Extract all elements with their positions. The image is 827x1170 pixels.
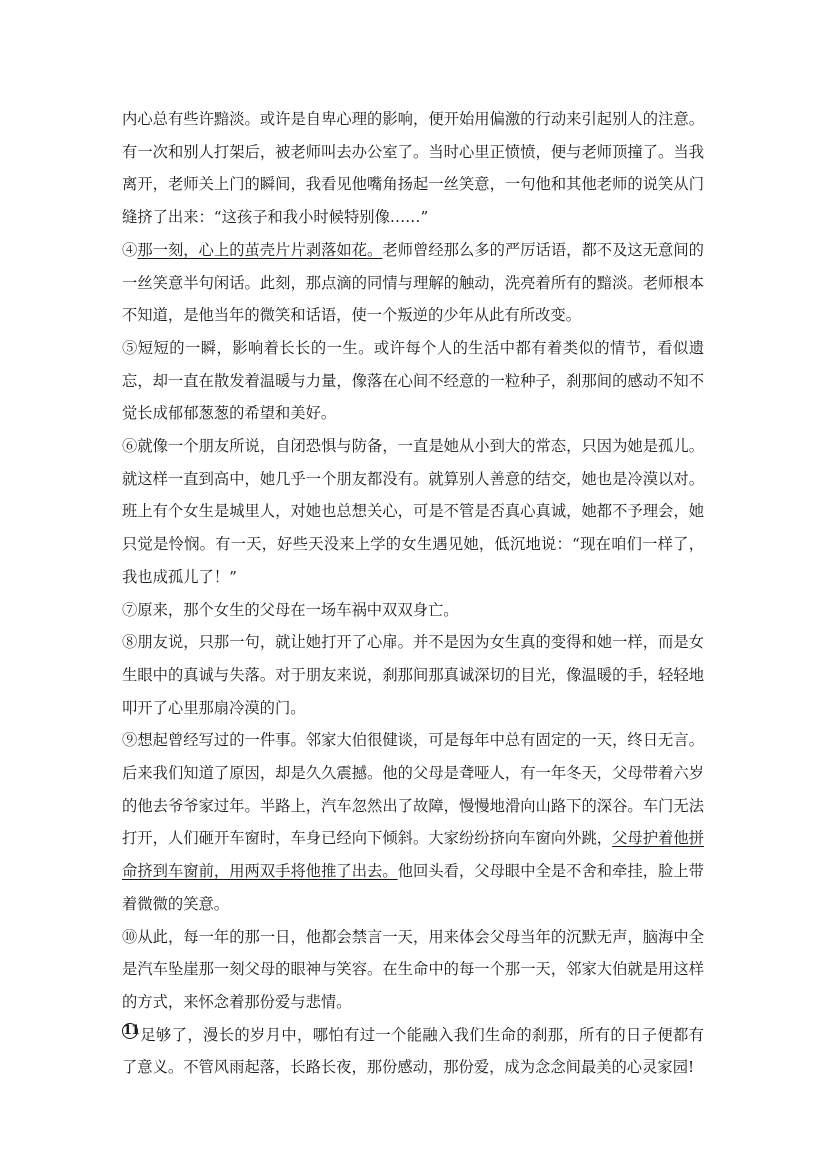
circled-number-11: 11 xyxy=(123,1022,140,1038)
paragraph-9-text-end: 他回头看，父母眼中全是不舍和牵挂，脸上带着微微的笑意。 xyxy=(122,862,704,913)
paragraph-4-text: 老师曾经那么多的严厉话语，都不及这无意间的一丝笑意半句闲话。此刻，那点滴的同情与理解的触动，洗亮着所有的黯淡。老师根本不知道，是他当年的微笑和话语，使一个叛逆的少年从此有所改变。 xyxy=(122,240,704,325)
paragraph-6-text: ⑥就像一个朋友所说，自闭恐惧与防备，一直是她从小到大的常态，只因为她是孤儿。就这样一直到高中，她几乎一个朋友都没有。就算别人善意的结交，她也是冷漠以对。班上有个女生是城里人，对她也总想关心，可是不管是否真心真诚，她都不予理会，她只觉是怜悯。有一天，好些天没来上学的女生遇见她，低沉地说：“现在咱们一样了，我也成孤儿了！” xyxy=(122,437,704,586)
paragraph-3-text: 内心总有些许黯淡。或许是自卑心理的影响，便开始用偏激的行动来引起别人的注意。有一次和别人打架后，被老师叫去办公室了。当时心里正愤愤，便与老师顶撞了。当我离开，老师关上门的瞬间，我看见他嘴角扬起一丝笑意，一句他和其他老师的说笑从门缝挤了出来：“这孩子和我小时候特别像……” xyxy=(122,110,704,227)
paragraph-3 xyxy=(122,103,704,234)
paragraph-5 xyxy=(122,332,704,430)
paragraph-7-text: ⑦原来，那个女生的父母在一场车祸中双双身亡。 xyxy=(122,600,459,619)
paragraph-10-text: ⑩从此，每一年的那一日，他都会禁言一天，用来体会父母当年的沉默无声，脑海中全是汽车坠崖那一刻父母的眼神与笑容。在生命中的每一个那一天，邻家大伯就是用这样的方式，来怀念着那份爱与悲情。 xyxy=(122,927,704,1011)
paragraph-8 xyxy=(122,626,704,724)
paragraph-11-text: 足够了，漫长的岁月中，哪怕有过一个能融入我们生命的刹那，所有的日子便都有了意义。不管风雨起落，长路长夜，那份感动，那份爱，成为念念间最美的心灵家园! xyxy=(122,1025,704,1077)
paragraph-7 xyxy=(122,594,704,627)
paragraph-8-text: ⑧朋友说，只那一句，就让她打开了心扉。并不是因为女生真的变得和她一样，而是女生眼中的真诚与失落。对于朋友来说，刹那间那真诚深切的目光，像温暖的手，轻轻地叩开了心里那扇冷漠的门。 xyxy=(122,633,704,717)
paragraph-4 xyxy=(122,234,704,332)
paragraph-4-number: ④ xyxy=(122,240,138,259)
paragraph-6 xyxy=(122,430,704,594)
document-page xyxy=(122,103,704,1084)
paragraph-9-text: ⑨想起曾经写过的一件事。邻家大伯很健谈，可是每年中总有固定的一天，终日无言。后来我们知道了原因，却是久久震撼。他的父母是聋哑人，有一年冬天，父母带着六岁的他去爷爷家过年。半路上，汽车忽然出了故障，慢慢地滑向山路下的深谷。车门无法打开，人们砸开车窗时，车身已经向下倾斜。大家纷纷挤向车窗向外跳， xyxy=(122,731,704,848)
underlined-sentence: 那一刻，心上的茧壳片片剥落如花。 xyxy=(137,240,383,259)
paragraph-11 xyxy=(122,1019,704,1084)
paragraph-9 xyxy=(122,724,704,920)
underlined-sentence: 父母护着他拼命挤到车窗前，用两双手将他推了出去。 xyxy=(122,829,704,881)
paragraph-10 xyxy=(122,921,704,1019)
paragraph-5-text: ⑤短短的一瞬，影响着长长的一生。或许每个人的生活中都有着类似的情节，看似遗忘，却一直在散发着温暖与力量，像落在心间不经意的一粒种子，刹那间的感动不知不觉长成郁郁葱葱的希望和美好。 xyxy=(122,338,704,423)
